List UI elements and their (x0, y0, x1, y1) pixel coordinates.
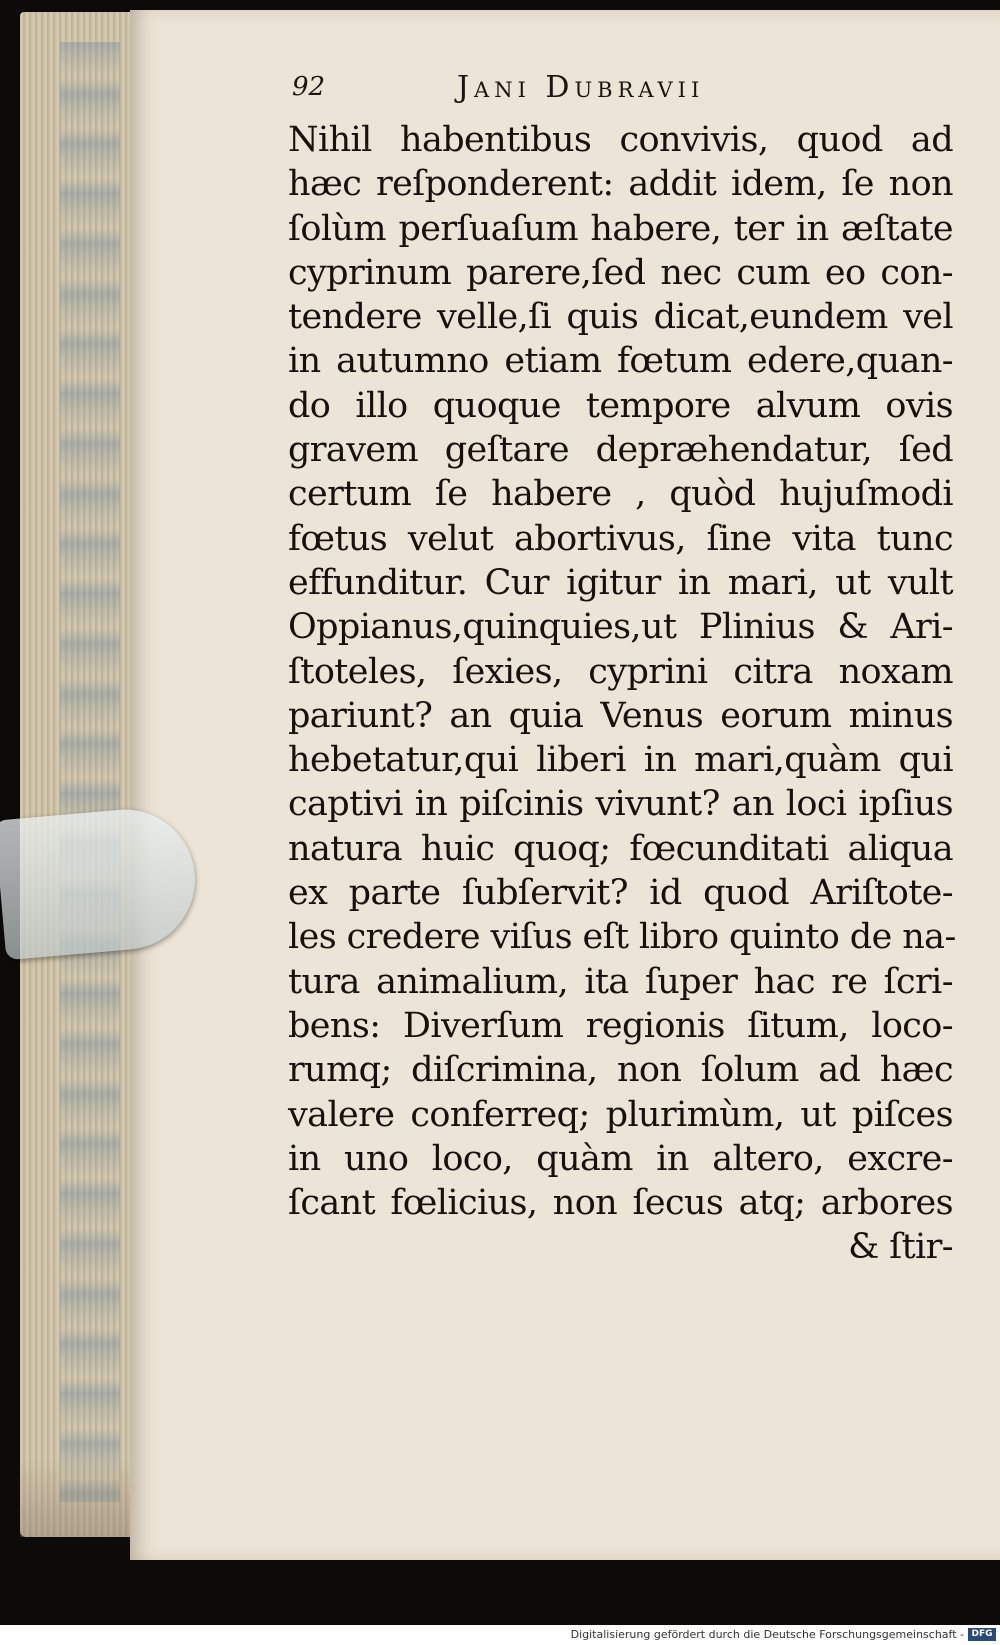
body-text (288, 118, 956, 1270)
page-header (292, 72, 812, 112)
text-line: cyprinum parere,ſed nec cum eo con- (288, 252, 953, 293)
text-line: captivi in piſcinis vivunt? an loci ipſius (288, 784, 953, 825)
text-line: bens: Diverſum regionis ſitum, loco- (288, 1005, 953, 1046)
text-line: Nihil habentibus convivis, quod ad (288, 120, 953, 160)
text-line: fœtus velut abortivus, ſine vita tunc (288, 518, 953, 559)
text-line: tendere velle,ſi quis dicat,eundem vel (288, 297, 953, 338)
text-line: les credere viſus eſt libro quinto de na- (288, 917, 956, 958)
text-line: tura animalium, ita ſuper hac re ſcri- (288, 961, 953, 1002)
text-line: do illo quoque tempore alvum ovis (288, 385, 953, 426)
catchword: & ſtir- (848, 1227, 953, 1268)
page-number: 92 (292, 72, 326, 102)
running-title: Jani Dubravii (457, 70, 705, 105)
text-line: certum ſe habere , quòd hujuſmodi (288, 474, 953, 515)
text-line: valere conferreq; plurimùm, ut piſces (288, 1094, 953, 1135)
text-line: ſtoteles, ſexies, cyprini citra noxam (288, 651, 953, 692)
text-line: pariunt? an quia Venus eorum minus (288, 695, 953, 736)
text-line: hebetatur,qui liberi in mari,quàm qui (288, 740, 953, 781)
text-line: in autumno etiam fœtum edere,quan- (288, 341, 953, 382)
text-line: hæc reſponderent: addit idem, ſe non (288, 164, 953, 205)
text-line: rumq; diſcrimina, non ſolum ad hæc (288, 1050, 953, 1091)
dfg-logo: DFG (968, 1628, 996, 1641)
book-page-edges (20, 12, 140, 1537)
text-line: effunditur. Cur igitur in mari, ut vult (288, 562, 953, 603)
text-line: Oppianus,quinquies,ut Plinius & Ari- (288, 607, 953, 648)
footer-credit: Digitalisierung gefördert durch die Deutsche Forschungsgemeinschaft - (570, 1628, 964, 1641)
text-line: natura huic quoq; fœcunditati aliqua (288, 828, 953, 869)
text-line: ſolùm perſuaſum habere, ter in æſtate (288, 208, 953, 249)
digitization-footer (0, 1625, 1000, 1645)
text-line: in uno loco, quàm in altero, excre- (288, 1138, 953, 1179)
text-line: ſcant fœlicius, non ſecus atq; arbores (288, 1183, 953, 1224)
text-line: gravem geſtare depræhendatur, ſed (288, 430, 953, 471)
text-line: ex parte ſubſervit? id quod Ariſtote- (288, 873, 953, 914)
